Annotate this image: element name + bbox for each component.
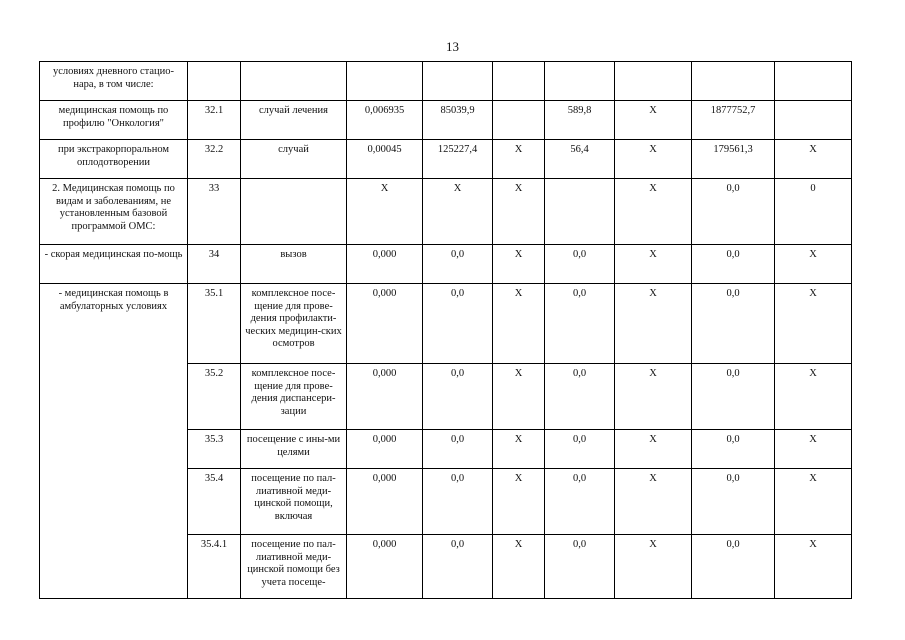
value-cell: 0,00045 — [347, 140, 423, 179]
value-cell: X — [775, 364, 852, 430]
row-unit-cell: посещение с ины-ми целями — [241, 430, 347, 469]
row-code-cell: 33 — [188, 179, 241, 245]
page-number: 13 — [446, 39, 459, 54]
value-cell: X — [493, 140, 545, 179]
value-cell: 0,0 — [545, 245, 615, 284]
value-cell: X — [493, 245, 545, 284]
table-row — [40, 140, 852, 179]
row-unit-cell: посещение по пал-лиативной меди-цинской помощи без учета посеще- — [241, 535, 347, 599]
row-code-cell — [188, 62, 241, 101]
row-unit-cell: вызов — [241, 245, 347, 284]
value-cell: 0,0 — [692, 535, 775, 599]
row-code-cell: 32.2 — [188, 140, 241, 179]
value-cell: X — [615, 469, 692, 535]
row-name-cell: при экстракорпоральном оплодотворении — [40, 140, 188, 179]
row-unit-cell: случай — [241, 140, 347, 179]
value-cell: X — [775, 535, 852, 599]
value-cell: 0,000 — [347, 469, 423, 535]
value-cell: 0,0 — [423, 535, 493, 599]
value-cell — [493, 62, 545, 101]
value-cell: 0,000 — [347, 430, 423, 469]
value-cell: X — [775, 284, 852, 364]
value-cell — [775, 62, 852, 101]
value-cell: X — [615, 430, 692, 469]
value-cell: 0,0 — [692, 284, 775, 364]
value-cell: X — [493, 469, 545, 535]
value-cell: 0,0 — [423, 364, 493, 430]
value-cell: X — [615, 364, 692, 430]
table-row — [40, 245, 852, 284]
value-cell: 1877752,7 — [692, 101, 775, 140]
value-cell: X — [493, 430, 545, 469]
value-cell: X — [493, 364, 545, 430]
value-cell: X — [615, 179, 692, 245]
row-name-cell: медицинская помощь по профилю "Онкология" — [40, 101, 188, 140]
value-cell: X — [775, 469, 852, 535]
data-table — [39, 61, 852, 599]
value-cell — [493, 101, 545, 140]
value-cell: X — [423, 179, 493, 245]
value-cell: 0,006935 — [347, 101, 423, 140]
row-code-cell: 34 — [188, 245, 241, 284]
value-cell: 56,4 — [545, 140, 615, 179]
row-unit-cell: комплексное посе-щение для прове-дения профилакти-ческих медицин-ских осмотров — [241, 284, 347, 364]
row-code-cell: 35.2 — [188, 364, 241, 430]
value-cell: 0,0 — [423, 284, 493, 364]
value-cell: 0,0 — [692, 179, 775, 245]
value-cell: 0,0 — [545, 535, 615, 599]
value-cell — [775, 101, 852, 140]
value-cell: 0,000 — [347, 284, 423, 364]
value-cell: X — [493, 179, 545, 245]
value-cell: X — [775, 430, 852, 469]
value-cell: X — [775, 140, 852, 179]
value-cell: 0,0 — [692, 469, 775, 535]
row-unit-cell: случай лечения — [241, 101, 347, 140]
row-name-cell: условиях дневного стацио-нара, в том числе: — [40, 62, 188, 101]
value-cell: X — [493, 284, 545, 364]
value-cell: 589,8 — [545, 101, 615, 140]
value-cell: 0 — [775, 179, 852, 245]
value-cell: X — [615, 284, 692, 364]
value-cell — [615, 62, 692, 101]
row-code-cell: 35.4 — [188, 469, 241, 535]
value-cell — [423, 62, 493, 101]
value-cell: 125227,4 — [423, 140, 493, 179]
value-cell: 0,0 — [692, 364, 775, 430]
value-cell: X — [615, 101, 692, 140]
table-row — [40, 179, 852, 245]
value-cell: 0,0 — [545, 469, 615, 535]
value-cell: X — [775, 245, 852, 284]
row-code-cell: 32.1 — [188, 101, 241, 140]
table-row — [40, 62, 852, 101]
value-cell: 0,0 — [692, 245, 775, 284]
row-name-cell: - скорая медицинская по-мощь — [40, 245, 188, 284]
value-cell: X — [615, 140, 692, 179]
value-cell: X — [493, 535, 545, 599]
value-cell: 0,000 — [347, 364, 423, 430]
value-cell: 85039,9 — [423, 101, 493, 140]
value-cell — [347, 62, 423, 101]
value-cell: 0,0 — [423, 245, 493, 284]
value-cell: 0,0 — [545, 364, 615, 430]
value-cell: 0,000 — [347, 535, 423, 599]
table-row — [40, 284, 852, 364]
row-code-cell: 35.1 — [188, 284, 241, 364]
value-cell: 0,0 — [692, 430, 775, 469]
value-cell: 0,0 — [545, 284, 615, 364]
row-code-cell: 35.4.1 — [188, 535, 241, 599]
value-cell: X — [615, 535, 692, 599]
value-cell: X — [347, 179, 423, 245]
value-cell: X — [615, 245, 692, 284]
value-cell — [692, 62, 775, 101]
value-cell — [545, 179, 615, 245]
table-row — [40, 101, 852, 140]
row-code-cell: 35.3 — [188, 430, 241, 469]
value-cell: 179561,3 — [692, 140, 775, 179]
value-cell: 0,000 — [347, 245, 423, 284]
value-cell: 0,0 — [423, 469, 493, 535]
value-cell: 0,0 — [423, 430, 493, 469]
row-unit-cell: посещение по пал-лиативной меди-цинской помощи, включая — [241, 469, 347, 535]
value-cell — [545, 62, 615, 101]
row-name-cell: - медицинская помощь в амбулаторных условиях — [40, 284, 188, 599]
row-unit-cell — [241, 62, 347, 101]
value-cell: 0,0 — [545, 430, 615, 469]
row-unit-cell: комплексное посе-щение для прове-дения диспансери-зации — [241, 364, 347, 430]
row-unit-cell — [241, 179, 347, 245]
row-name-cell: 2. Медицинская помощь по видам и заболеваниям, не установленным базовой программой ОМС: — [40, 179, 188, 245]
